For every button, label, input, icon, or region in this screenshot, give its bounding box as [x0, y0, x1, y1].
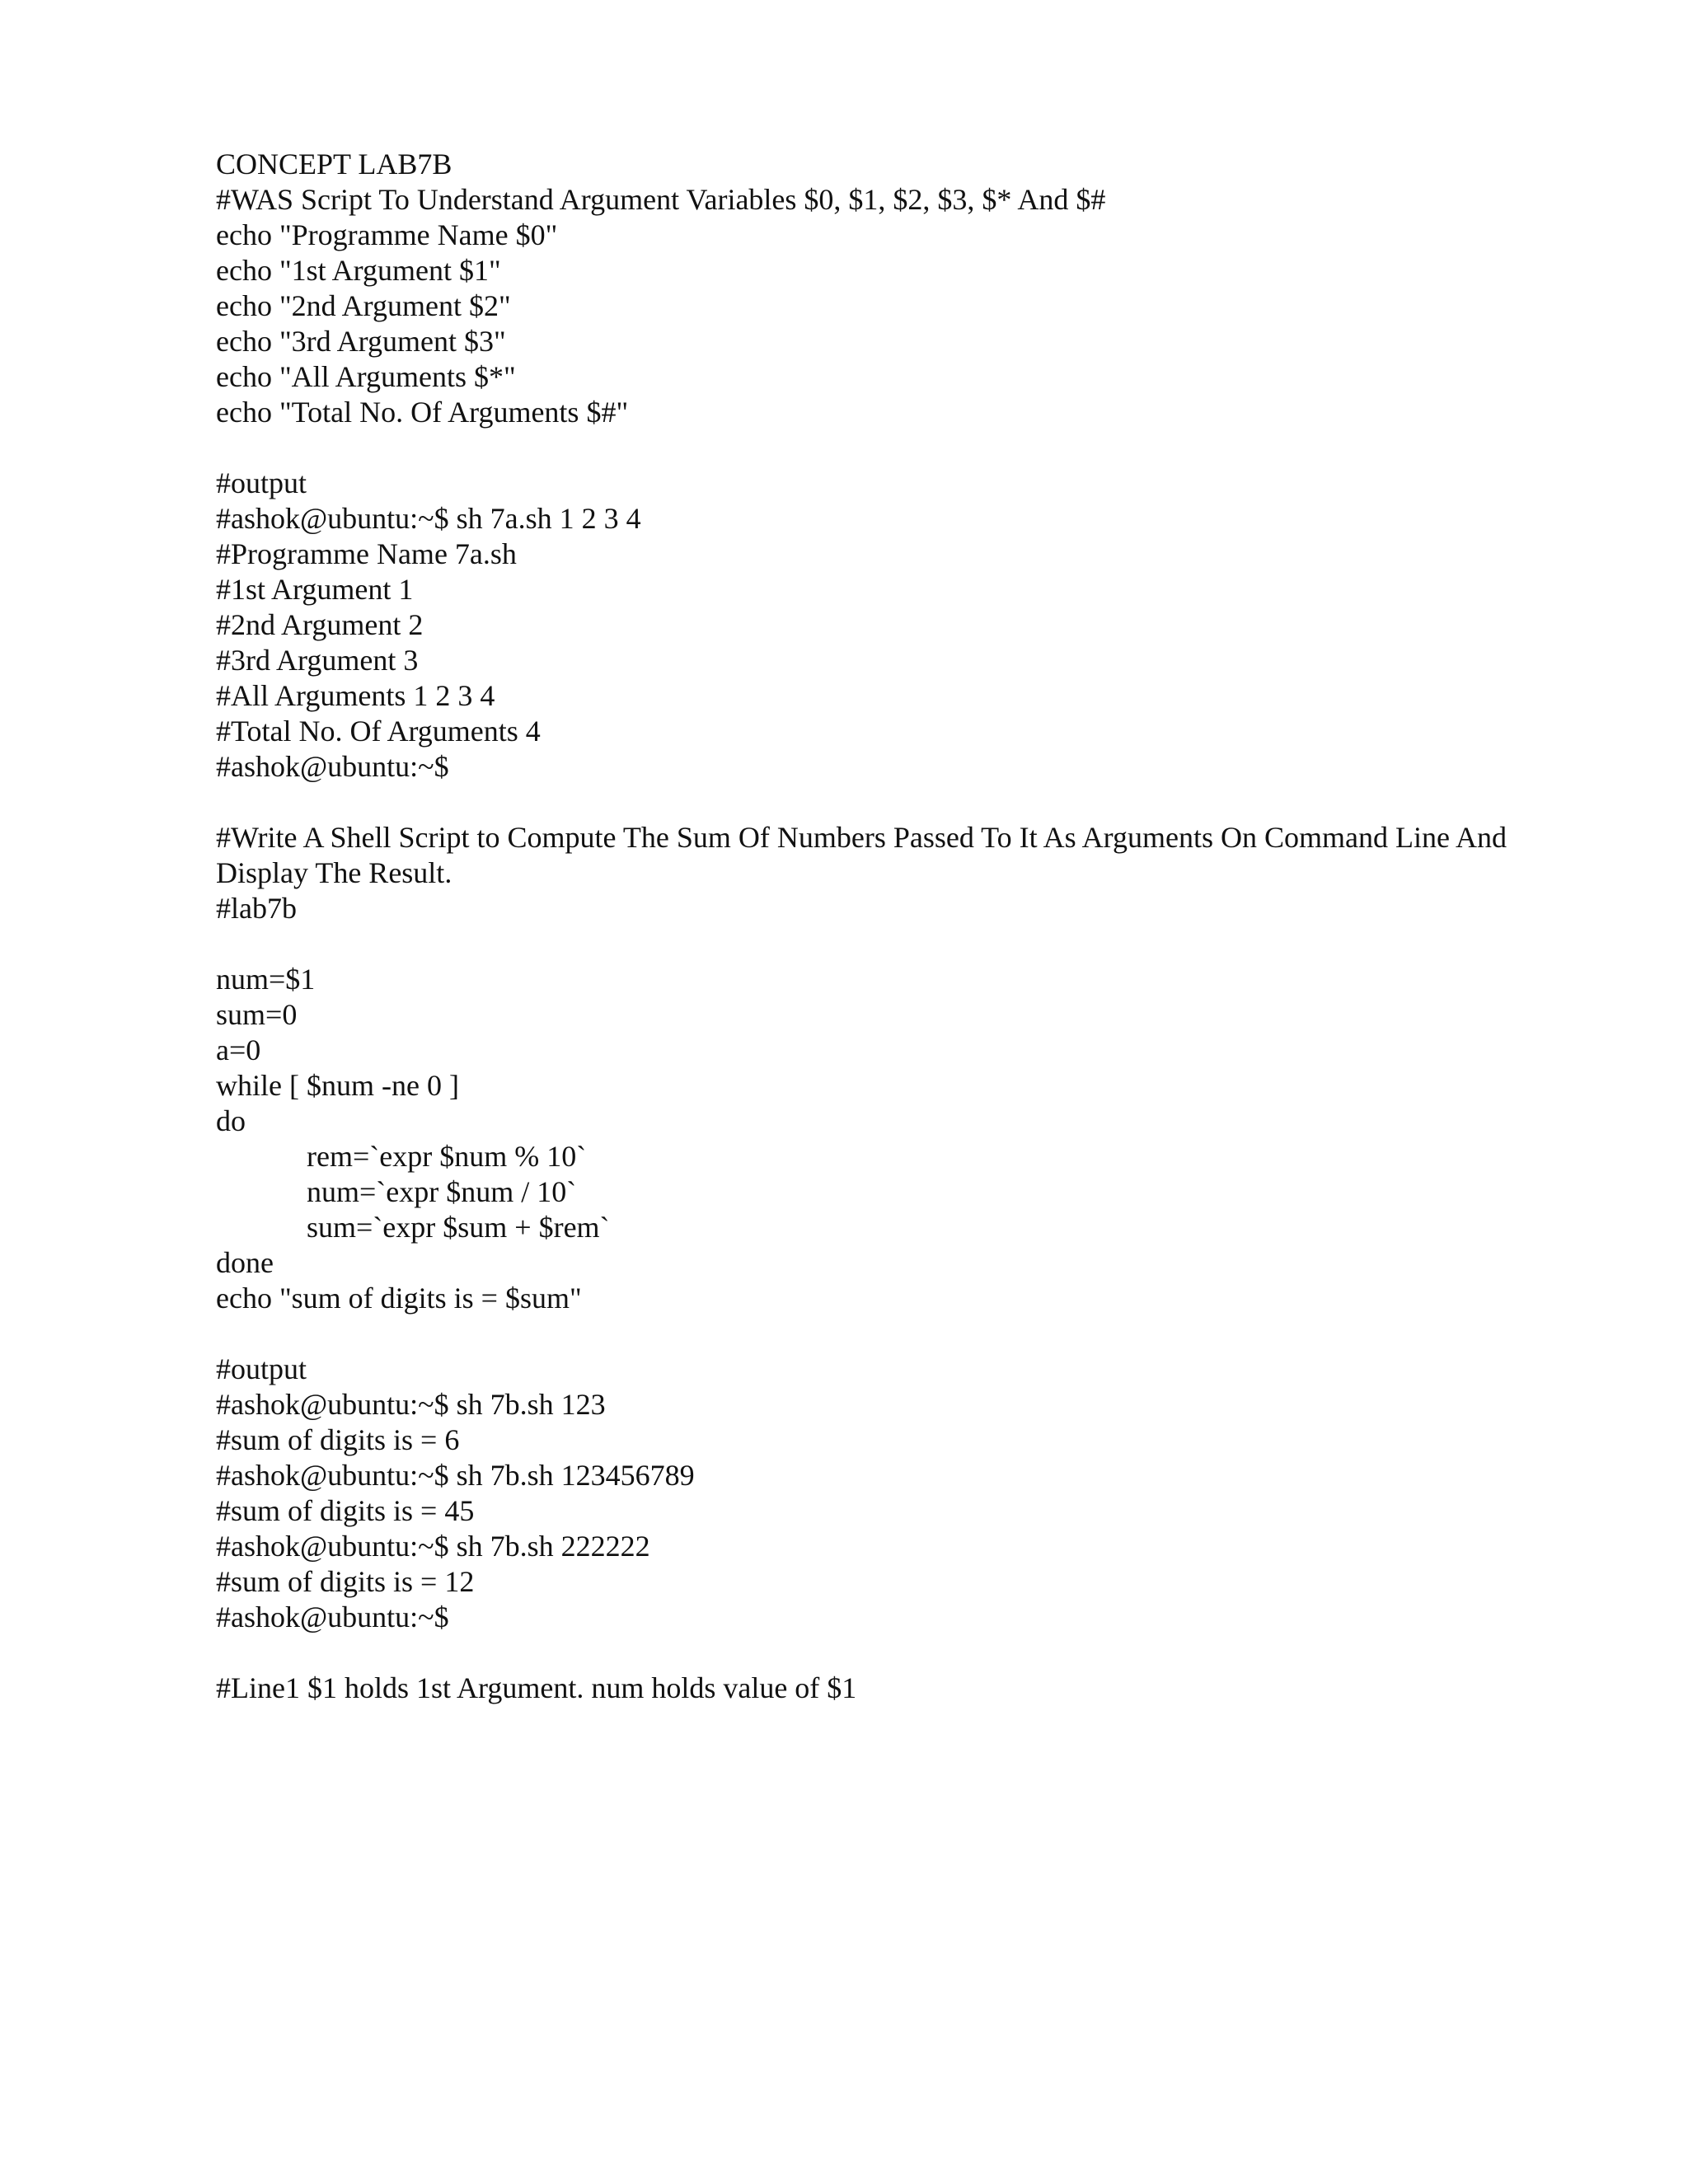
blank-line [216, 1316, 1551, 1352]
script2-line: sum=0 [216, 998, 298, 1031]
script2-loop-line: sum=`expr $sum + $rem` [307, 1211, 610, 1244]
output2-line: #sum of digits is = 6 [216, 1423, 460, 1456]
output2-line: #ashok@ubuntu:~$ sh 7b.sh 123 [216, 1388, 606, 1421]
script2-line: do [216, 1104, 246, 1137]
script2-loop-line: rem=`expr $num % 10` [307, 1140, 587, 1173]
blank-line [216, 785, 1551, 820]
script1-line: echo "2nd Argument $2" [216, 289, 511, 322]
document-body [216, 147, 1551, 1706]
output1-line: #Programme Name 7a.sh [216, 537, 517, 570]
script1-line: echo "Programme Name $0" [216, 218, 558, 251]
blank-line [216, 926, 1551, 962]
script1-line: echo "1st Argument $1" [216, 254, 501, 287]
output1-line: #ashok@ubuntu:~$ sh 7a.sh 1 2 3 4 [216, 502, 641, 535]
output1-line: #1st Argument 1 [216, 573, 414, 606]
script2-line: while [ $num -ne 0 ] [216, 1069, 459, 1102]
output1-line: #ashok@ubuntu:~$ [216, 750, 449, 783]
output2-line: #ashok@ubuntu:~$ sh 7b.sh 222222 [216, 1530, 650, 1563]
output2-line: #sum of digits is = 12 [216, 1565, 475, 1598]
script2-line: num=$1 [216, 963, 316, 996]
task2-description: #Write A Shell Script to Compute The Sum Of Numbers Passed To It As Arguments On Command Line And Display The Result. [216, 821, 1507, 889]
output1-line: #3rd Argument 3 [216, 644, 419, 677]
script1-comment: #WAS Script To Understand Argument Variables $0, $1, $2, $3, $* And $# [216, 183, 1106, 216]
script2-line: done [216, 1246, 274, 1279]
output1-line: #2nd Argument 2 [216, 608, 424, 641]
document-title: CONCEPT LAB7B [216, 148, 452, 180]
output2-line: #sum of digits is = 45 [216, 1494, 475, 1527]
script2-loop-line: num=`expr $num / 10` [307, 1175, 577, 1208]
script2-line: a=0 [216, 1033, 261, 1066]
script1-line: echo "All Arguments $*" [216, 360, 516, 393]
blank-line [216, 1635, 1551, 1671]
output2-line: #ashok@ubuntu:~$ sh 7b.sh 123456789 [216, 1459, 695, 1492]
script2-line: echo "sum of digits is = $sum" [216, 1282, 582, 1315]
output1-heading: #output [216, 466, 307, 499]
output2-line: #ashok@ubuntu:~$ [216, 1601, 449, 1633]
footnote: #Line1 $1 holds 1st Argument. num holds value of $1 [216, 1671, 857, 1704]
script1-line: echo "Total No. Of Arguments $#" [216, 396, 629, 429]
output1-line: #All Arguments 1 2 3 4 [216, 679, 495, 712]
output2-heading: #output [216, 1352, 307, 1385]
blank-line [216, 430, 1551, 466]
task2-label: #lab7b [216, 892, 297, 925]
script1-line: echo "3rd Argument $3" [216, 325, 506, 358]
output1-line: #Total No. Of Arguments 4 [216, 715, 541, 748]
